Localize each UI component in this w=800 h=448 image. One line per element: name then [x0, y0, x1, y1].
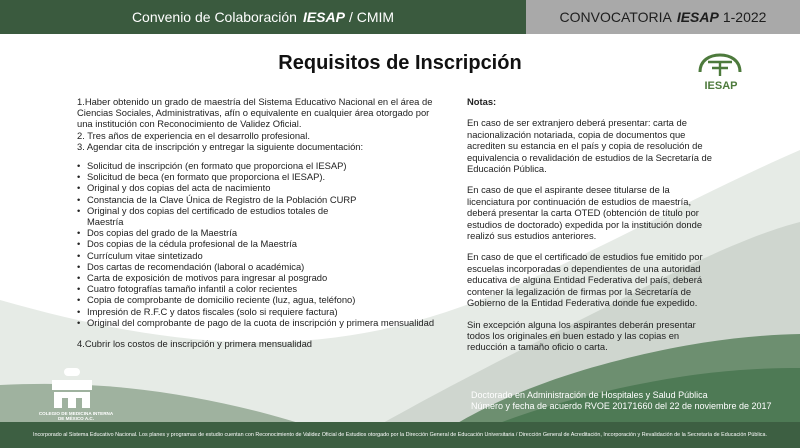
requirement-step-2: 2. Tres años de experiencia en el desarrollo profesional. [77, 129, 310, 141]
document-item: • Copia de comprobante de domicilio reciente (luz, agua, teléfono) [77, 294, 437, 305]
header-call [526, 0, 800, 34]
header-brand-iesap: IESAP [302, 9, 345, 25]
logo-text: IESAP [704, 80, 738, 92]
document-item: • Original del comprobante de pago de la cuota de inscripción y primera mensualidad [77, 317, 437, 328]
notes-title: Notas: [467, 96, 497, 107]
document-item: • Original y dos copias del acta de nacimiento [77, 182, 437, 193]
program-name: Doctorado en Administración de Hospitales y Salud Pública [471, 390, 708, 400]
header-brand-cmim: / CMIM [348, 9, 395, 25]
requirements-list [77, 96, 437, 349]
requirement-step-3: 3. Agendar cita de inscripción y entregar la siguiente documentación: [77, 140, 364, 152]
note-paragraph: En caso de que el aspirante desee titularse de la licenciatura por continuación de estudios de maestría, deberá presentar la carta OTED (obtención de título por estudios de doctorado) expedida por la institución donde realizó sus estudios anteriores. [467, 184, 703, 242]
document-item: • Dos copias del grado de la Maestría [77, 227, 437, 238]
header-call-number: 1-2022 [722, 9, 767, 25]
program-rvoe: Número y fecha de acuerdo RVOE 20171660 del 22 de noviembre de 2017 [471, 401, 772, 411]
note-paragraph: En caso de ser extranjero deberá presentar: carta de nacionalización notariada, copia de documentos que acrediten su estancia en el país y copia de resolución de equivalencia o revalidación de estudios de la Secretaría de Educación Pública. [467, 117, 712, 175]
notes-section [467, 96, 717, 363]
documents-list [77, 160, 437, 328]
footer-disclaimer: Incorporado al Sistema Educativo Nacional. Los planes y programas de estudio cuentan con Reconocimiento de Validez Oficial de Estudios otorgado por la Dirección General de Educación Universitaria / Dirección General de Acreditación, Incorporación y Revalidación de la Secretaría de Educación Pública. [32, 431, 768, 438]
document-item: • Solicitud de inscripción (en formato que proporciona el IESAP) [77, 160, 437, 171]
note-paragraph: Sin excepción alguna los aspirantes deberán presentar todos los originales en buen estado y las copias en reducción a tamaño oficio o carta. [467, 318, 696, 353]
requirement-step-1: 1.Haber obtenido un grado de maestría del Sistema Educativo Nacional en el área de Ciencias Sociales, Administrativas, afín o equivalente en cualquier área otorgado por una institución con Reconocimiento de Validez Oficial. [77, 96, 433, 130]
document-item: • Solicitud de beca (en formato que proporciona el IESAP). [77, 171, 437, 182]
document-item: • Constancia de la Clave Única de Registro de la Población CURP [77, 194, 437, 205]
program-info [471, 390, 781, 412]
header-agreement-label: Convenio de Colaboración [131, 9, 297, 25]
page-title: Requisitos de Inscripción [278, 52, 522, 74]
document-item: • Original y dos copias del certificado de estudios totales de Maestría [77, 205, 437, 227]
requirement-step-4: 4.Cubrir los costos de inscripción y primera mensualidad [77, 338, 312, 350]
document-item: • Carta de exposición de motivos para ingresar al posgrado [77, 272, 437, 283]
document-item: • Dos copias de la cédula profesional de la Maestría [77, 238, 437, 249]
document-item: • Dos cartas de recomendación (laboral o académica) [77, 261, 437, 272]
document-item: • Cuatro fotografías tamaño infantil a color recientes [77, 283, 437, 294]
header-call-label: CONVOCATORIA [559, 9, 672, 25]
cmim-caption: COLEGIO DE MEDICINA INTERNA DE MÉXICO A.C. [38, 411, 114, 422]
document-item: • Currículum vitae sintetizado [77, 250, 437, 261]
note-paragraph: En caso de que el certificado de estudios fue emitido por escuelas incorporadas o dependientes de una autoridad educativa de alguna Entidad Federativa del país, deberá contener la legalización de firmas por la Secretaría de Gobierno de la Entidad Federativa donde fue expedido. [467, 251, 703, 309]
document-item: • Impresión de R.F.C y datos fiscales (solo si requiere factura) [77, 306, 437, 317]
header-agreement [0, 0, 526, 34]
footer-bar [0, 422, 800, 448]
header-call-brand: IESAP [676, 9, 719, 25]
